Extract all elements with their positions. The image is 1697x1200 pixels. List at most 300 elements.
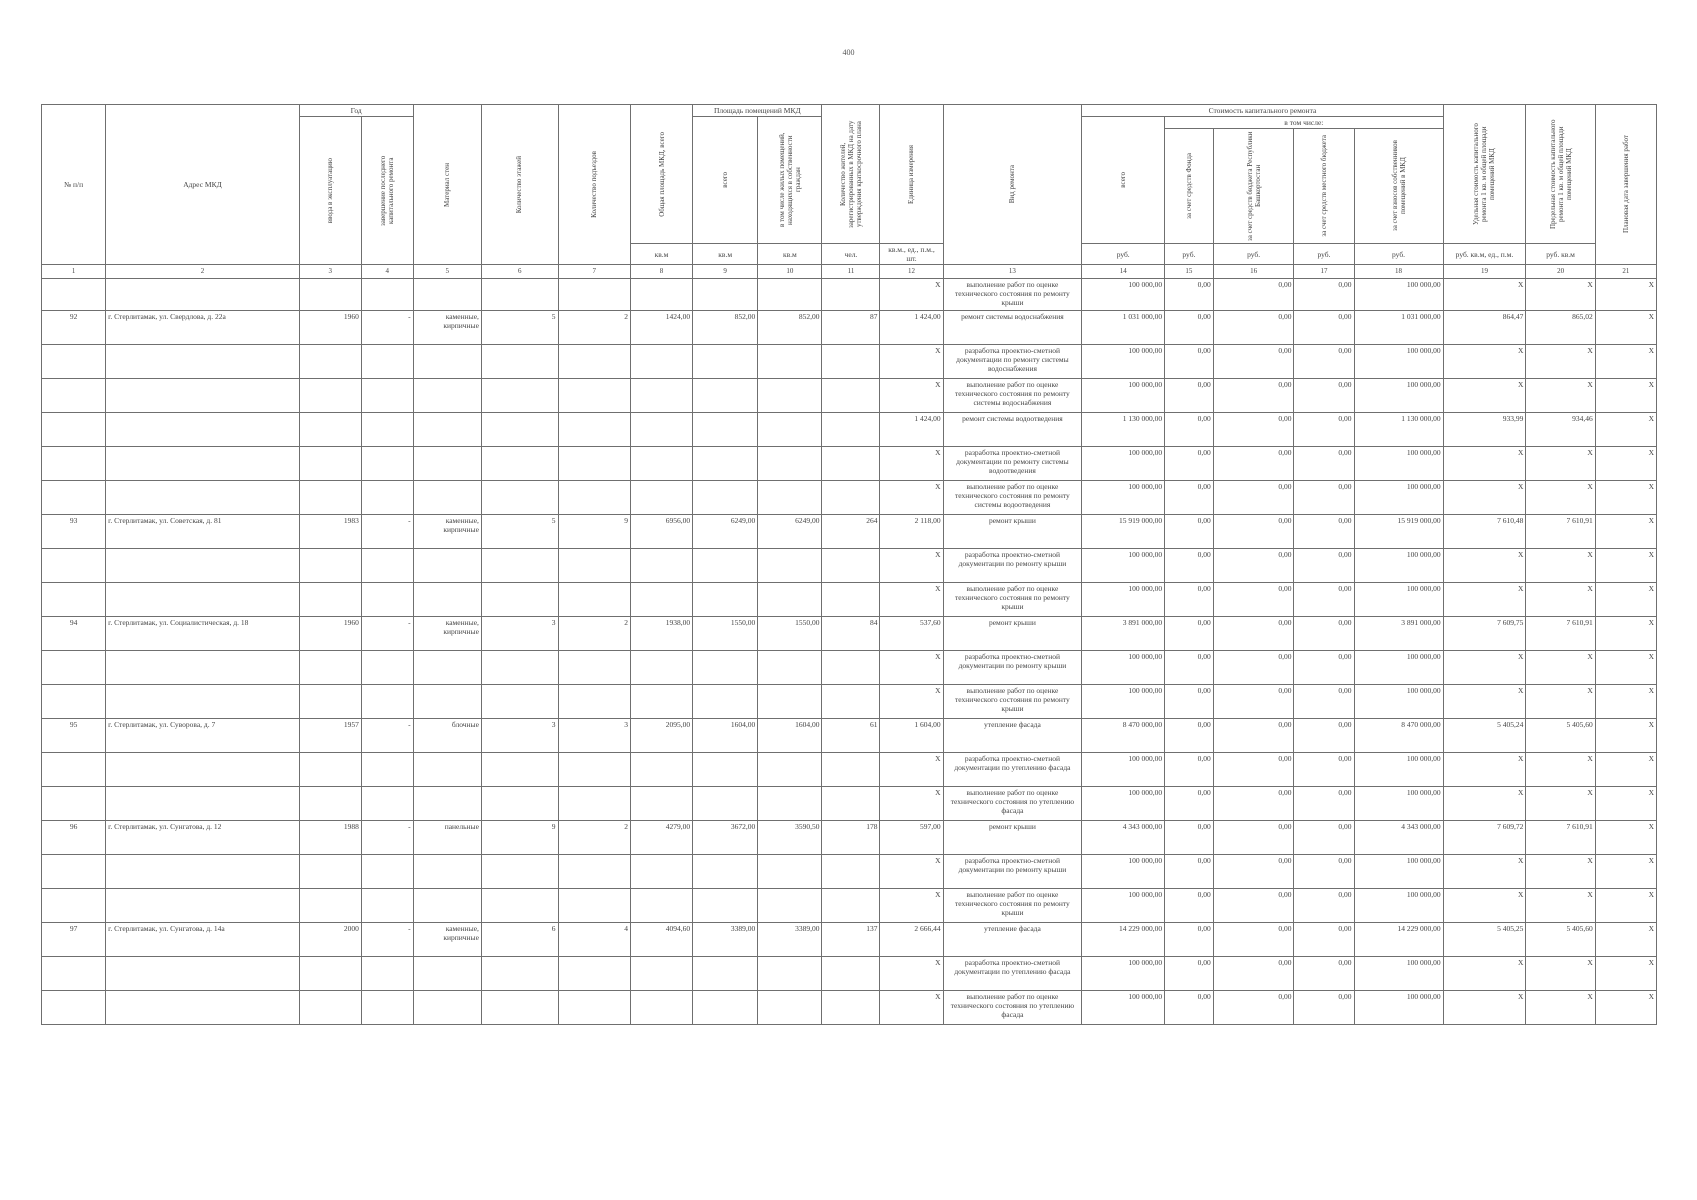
column-number: 7 bbox=[558, 265, 630, 279]
cell-specific-cost: X bbox=[1443, 787, 1526, 821]
table-body bbox=[42, 279, 1657, 1025]
cell-planned-date: X bbox=[1595, 311, 1656, 345]
cell-cost-local-budget: 0,00 bbox=[1294, 787, 1354, 821]
cell-max-cost: 7 610,91 bbox=[1526, 821, 1595, 855]
cell-total-area bbox=[630, 855, 692, 889]
cell-address bbox=[106, 549, 300, 583]
cell-address bbox=[106, 279, 300, 311]
cell-cost-total: 100 000,00 bbox=[1082, 279, 1165, 311]
cell-cost-local-budget: 0,00 bbox=[1294, 821, 1354, 855]
cell-row-number bbox=[42, 957, 106, 991]
cell-residents bbox=[822, 957, 880, 991]
cell-residents bbox=[822, 279, 880, 311]
cell-quantity: X bbox=[880, 583, 943, 617]
cell-row-number bbox=[42, 889, 106, 923]
cell-total-area bbox=[630, 651, 692, 685]
cell-year-last-repair bbox=[361, 787, 413, 821]
column-number: 8 bbox=[630, 265, 692, 279]
cell-area-residential: 1604,00 bbox=[758, 719, 822, 753]
cell-year-commission bbox=[299, 279, 361, 311]
cell-cost-total: 100 000,00 bbox=[1082, 855, 1165, 889]
cell-repair-work: разработка проектно-сметной документации по ремонту крыши bbox=[943, 855, 1082, 889]
cell-quantity: X bbox=[880, 345, 943, 379]
cell-max-cost: X bbox=[1526, 583, 1595, 617]
cell-total-area bbox=[630, 345, 692, 379]
column-number: 14 bbox=[1082, 265, 1165, 279]
cell-cost-owners: 100 000,00 bbox=[1354, 447, 1443, 481]
cell-row-number bbox=[42, 753, 106, 787]
cell-row-number bbox=[42, 379, 106, 413]
unit-specific-cost: руб. кв.м, ед., п.м. bbox=[1443, 244, 1526, 265]
column-number: 6 bbox=[481, 265, 558, 279]
cell-repair-work: разработка проектно-сметной документации по ремонту крыши bbox=[943, 651, 1082, 685]
cell-area-total: 1604,00 bbox=[693, 719, 758, 753]
repair-plan-table-sheet bbox=[41, 104, 1657, 1025]
cell-cost-fund: 0,00 bbox=[1165, 991, 1214, 1025]
cell-row-number bbox=[42, 583, 106, 617]
header-planned-date: Плановая дата завершения работ bbox=[1595, 105, 1656, 265]
table-row bbox=[42, 957, 1657, 991]
cell-area-total bbox=[693, 379, 758, 413]
cell-cost-owners: 100 000,00 bbox=[1354, 345, 1443, 379]
cell-total-area bbox=[630, 549, 692, 583]
cell-area-residential: 6249,00 bbox=[758, 515, 822, 549]
cell-planned-date: X bbox=[1595, 279, 1656, 311]
cell-entrances bbox=[558, 413, 630, 447]
unit-cost-total: руб. bbox=[1082, 244, 1165, 265]
header-entrances: Количество подъездов bbox=[558, 105, 630, 265]
cell-area-residential bbox=[758, 957, 822, 991]
table-row bbox=[42, 855, 1657, 889]
cell-floors bbox=[481, 957, 558, 991]
cell-year-last-repair bbox=[361, 685, 413, 719]
cell-planned-date: X bbox=[1595, 345, 1656, 379]
cell-year-commission: 1960 bbox=[299, 311, 361, 345]
cell-floors bbox=[481, 379, 558, 413]
cell-specific-cost: X bbox=[1443, 889, 1526, 923]
cell-total-area: 1424,00 bbox=[630, 311, 692, 345]
cell-specific-cost: 933,99 bbox=[1443, 413, 1526, 447]
cell-cost-local-budget: 0,00 bbox=[1294, 279, 1354, 311]
table-row bbox=[42, 379, 1657, 413]
cell-wall-material: панельные bbox=[413, 821, 481, 855]
cell-repair-work: утепление фасада bbox=[943, 923, 1082, 957]
cell-cost-fund: 0,00 bbox=[1165, 685, 1214, 719]
cell-residents bbox=[822, 379, 880, 413]
table-row bbox=[42, 821, 1657, 855]
cell-cost-local-budget: 0,00 bbox=[1294, 753, 1354, 787]
header-max-cost: Предельная стоимость капитального ремонта 1 кв. м общей площади помещений МКД bbox=[1526, 105, 1595, 244]
cell-floors bbox=[481, 651, 558, 685]
cell-area-total bbox=[693, 413, 758, 447]
cell-max-cost: X bbox=[1526, 379, 1595, 413]
cell-entrances bbox=[558, 583, 630, 617]
header-address: Адрес МКД bbox=[106, 105, 300, 265]
cell-floors bbox=[481, 991, 558, 1025]
cell-wall-material: каменные, кирпичные bbox=[413, 617, 481, 651]
table-row bbox=[42, 685, 1657, 719]
cell-specific-cost: X bbox=[1443, 753, 1526, 787]
cell-planned-date: X bbox=[1595, 787, 1656, 821]
column-number: 10 bbox=[758, 265, 822, 279]
cell-address bbox=[106, 753, 300, 787]
cell-year-last-repair bbox=[361, 549, 413, 583]
cell-area-total bbox=[693, 651, 758, 685]
cell-total-area bbox=[630, 753, 692, 787]
header-specific-cost: Удельная стоимость капитального ремонта 1 кв. м общей площади помещений МКД bbox=[1443, 105, 1526, 244]
table-row bbox=[42, 787, 1657, 821]
cell-area-residential: 1550,00 bbox=[758, 617, 822, 651]
cell-repair-work: выполнение работ по оценке технического состояния по ремонту системы водоотведения bbox=[943, 481, 1082, 515]
cell-repair-work: выполнение работ по оценке технического состояния по ремонту крыши bbox=[943, 279, 1082, 311]
cell-quantity: 2 118,00 bbox=[880, 515, 943, 549]
cell-year-last-repair bbox=[361, 991, 413, 1025]
cell-quantity: X bbox=[880, 889, 943, 923]
cell-year-commission bbox=[299, 787, 361, 821]
unit-republic-budget: руб. bbox=[1213, 244, 1294, 265]
cell-repair-work: ремонт системы водоотведения bbox=[943, 413, 1082, 447]
cell-year-commission: 1983 bbox=[299, 515, 361, 549]
cell-cost-owners: 3 891 000,00 bbox=[1354, 617, 1443, 651]
cell-cost-fund: 0,00 bbox=[1165, 311, 1214, 345]
cell-total-area bbox=[630, 379, 692, 413]
cell-floors bbox=[481, 413, 558, 447]
column-number: 9 bbox=[693, 265, 758, 279]
cell-cost-owners: 100 000,00 bbox=[1354, 855, 1443, 889]
column-number: 12 bbox=[880, 265, 943, 279]
cell-specific-cost: X bbox=[1443, 279, 1526, 311]
cell-area-residential bbox=[758, 279, 822, 311]
cell-entrances bbox=[558, 345, 630, 379]
cell-planned-date: X bbox=[1595, 413, 1656, 447]
cell-planned-date: X bbox=[1595, 991, 1656, 1025]
cell-repair-work: ремонт крыши bbox=[943, 821, 1082, 855]
unit-local-budget: руб. bbox=[1294, 244, 1354, 265]
cell-cost-total: 100 000,00 bbox=[1082, 991, 1165, 1025]
cell-year-commission bbox=[299, 379, 361, 413]
cell-planned-date: X bbox=[1595, 719, 1656, 753]
cell-area-total bbox=[693, 279, 758, 311]
cell-quantity: X bbox=[880, 379, 943, 413]
cell-residents bbox=[822, 991, 880, 1025]
cell-cost-owners: 100 000,00 bbox=[1354, 957, 1443, 991]
cell-cost-fund: 0,00 bbox=[1165, 923, 1214, 957]
unit-fund: руб. bbox=[1165, 244, 1214, 265]
cell-specific-cost: 7 609,72 bbox=[1443, 821, 1526, 855]
cell-row-number bbox=[42, 991, 106, 1025]
cell-wall-material: каменные, кирпичные bbox=[413, 923, 481, 957]
cell-entrances bbox=[558, 855, 630, 889]
cell-cost-total: 15 919 000,00 bbox=[1082, 515, 1165, 549]
table-row bbox=[42, 617, 1657, 651]
cell-year-commission bbox=[299, 583, 361, 617]
table-row bbox=[42, 889, 1657, 923]
cell-area-residential bbox=[758, 855, 822, 889]
cell-area-residential bbox=[758, 481, 822, 515]
cell-area-total bbox=[693, 549, 758, 583]
cell-wall-material bbox=[413, 279, 481, 311]
cell-quantity: 1 424,00 bbox=[880, 413, 943, 447]
cell-cost-local-budget: 0,00 bbox=[1294, 889, 1354, 923]
cell-year-last-repair bbox=[361, 379, 413, 413]
cell-cost-local-budget: 0,00 bbox=[1294, 515, 1354, 549]
cell-floors bbox=[481, 481, 558, 515]
cell-year-commission bbox=[299, 855, 361, 889]
cell-cost-local-budget: 0,00 bbox=[1294, 617, 1354, 651]
cell-planned-date: X bbox=[1595, 515, 1656, 549]
cell-residents: 264 bbox=[822, 515, 880, 549]
cell-floors: 5 bbox=[481, 311, 558, 345]
cell-cost-local-budget: 0,00 bbox=[1294, 447, 1354, 481]
cell-floors: 3 bbox=[481, 617, 558, 651]
cell-cost-fund: 0,00 bbox=[1165, 821, 1214, 855]
cell-max-cost: 934,46 bbox=[1526, 413, 1595, 447]
column-number: 15 bbox=[1165, 265, 1214, 279]
cell-address: г. Стерлитамак, ул. Советская, д. 81 bbox=[106, 515, 300, 549]
cell-year-last-repair bbox=[361, 855, 413, 889]
cell-quantity: 1 604,00 bbox=[880, 719, 943, 753]
cell-floors bbox=[481, 855, 558, 889]
cell-repair-work: утепление фасада bbox=[943, 719, 1082, 753]
cell-area-total bbox=[693, 991, 758, 1025]
cell-area-total bbox=[693, 685, 758, 719]
cell-cost-local-budget: 0,00 bbox=[1294, 549, 1354, 583]
cell-specific-cost: X bbox=[1443, 685, 1526, 719]
header-cost-total: всего bbox=[1082, 117, 1165, 244]
cell-planned-date: X bbox=[1595, 617, 1656, 651]
cell-cost-local-budget: 0,00 bbox=[1294, 957, 1354, 991]
cell-area-residential bbox=[758, 753, 822, 787]
cell-wall-material bbox=[413, 787, 481, 821]
cell-cost-total: 100 000,00 bbox=[1082, 685, 1165, 719]
cell-year-commission bbox=[299, 481, 361, 515]
cell-wall-material bbox=[413, 855, 481, 889]
unit-residents: чел. bbox=[822, 244, 880, 265]
cell-max-cost: X bbox=[1526, 447, 1595, 481]
cell-planned-date: X bbox=[1595, 583, 1656, 617]
header-area-total: всего bbox=[693, 117, 758, 244]
cell-year-commission: 1957 bbox=[299, 719, 361, 753]
cell-quantity: X bbox=[880, 685, 943, 719]
cell-cost-republic-budget: 0,00 bbox=[1213, 311, 1294, 345]
table-row bbox=[42, 481, 1657, 515]
cell-cost-total: 14 229 000,00 bbox=[1082, 923, 1165, 957]
cell-cost-local-budget: 0,00 bbox=[1294, 345, 1354, 379]
cell-cost-fund: 0,00 bbox=[1165, 889, 1214, 923]
cell-floors bbox=[481, 685, 558, 719]
cell-total-area bbox=[630, 413, 692, 447]
cell-cost-republic-budget: 0,00 bbox=[1213, 651, 1294, 685]
cell-row-number bbox=[42, 279, 106, 311]
unit-owners: руб. bbox=[1354, 244, 1443, 265]
table-row bbox=[42, 447, 1657, 481]
column-number: 18 bbox=[1354, 265, 1443, 279]
cell-repair-work: ремонт крыши bbox=[943, 515, 1082, 549]
cell-residents bbox=[822, 583, 880, 617]
header-year-commission: ввода в эксплуатацию bbox=[299, 117, 361, 265]
cell-year-last-repair bbox=[361, 753, 413, 787]
cell-cost-republic-budget: 0,00 bbox=[1213, 549, 1294, 583]
cell-entrances bbox=[558, 685, 630, 719]
unit-total-area: кв.м bbox=[630, 244, 692, 265]
cell-total-area: 2095,00 bbox=[630, 719, 692, 753]
table-header bbox=[42, 105, 1657, 279]
page-number: 400 bbox=[842, 48, 855, 57]
cell-wall-material bbox=[413, 413, 481, 447]
cell-cost-owners: 15 919 000,00 bbox=[1354, 515, 1443, 549]
cell-cost-republic-budget: 0,00 bbox=[1213, 753, 1294, 787]
cell-row-number: 93 bbox=[42, 515, 106, 549]
cell-area-total: 852,00 bbox=[693, 311, 758, 345]
cell-year-last-repair bbox=[361, 957, 413, 991]
cell-quantity: X bbox=[880, 991, 943, 1025]
cell-specific-cost: 5 405,24 bbox=[1443, 719, 1526, 753]
cell-residents: 87 bbox=[822, 311, 880, 345]
cell-planned-date: X bbox=[1595, 447, 1656, 481]
cell-floors bbox=[481, 279, 558, 311]
header-area-residential: в том числе жилых помещений, находящихся в собственности граждан bbox=[758, 117, 822, 244]
column-number: 21 bbox=[1595, 265, 1656, 279]
cell-row-number bbox=[42, 685, 106, 719]
cell-total-area bbox=[630, 481, 692, 515]
cell-floors bbox=[481, 447, 558, 481]
cell-total-area bbox=[630, 889, 692, 923]
cell-residents bbox=[822, 345, 880, 379]
cell-cost-fund: 0,00 bbox=[1165, 855, 1214, 889]
cell-address bbox=[106, 685, 300, 719]
cell-year-commission bbox=[299, 345, 361, 379]
cell-entrances bbox=[558, 991, 630, 1025]
cell-cost-republic-budget: 0,00 bbox=[1213, 855, 1294, 889]
cell-residents bbox=[822, 889, 880, 923]
cell-cost-republic-budget: 0,00 bbox=[1213, 413, 1294, 447]
cell-quantity: 1 424,00 bbox=[880, 311, 943, 345]
cell-residents bbox=[822, 685, 880, 719]
cell-year-commission bbox=[299, 753, 361, 787]
cell-entrances: 2 bbox=[558, 617, 630, 651]
cell-address: г. Стерлитамак, ул. Сунгатова, д. 14а bbox=[106, 923, 300, 957]
cell-area-total bbox=[693, 753, 758, 787]
cell-wall-material bbox=[413, 957, 481, 991]
cell-residents bbox=[822, 447, 880, 481]
cell-address bbox=[106, 787, 300, 821]
cell-total-area bbox=[630, 685, 692, 719]
cell-row-number bbox=[42, 787, 106, 821]
cell-area-total: 3389,00 bbox=[693, 923, 758, 957]
cell-cost-total: 100 000,00 bbox=[1082, 379, 1165, 413]
cell-cost-owners: 100 000,00 bbox=[1354, 379, 1443, 413]
header-wall-material: Материал стен bbox=[413, 105, 481, 265]
cell-cost-owners: 100 000,00 bbox=[1354, 685, 1443, 719]
cell-year-commission bbox=[299, 549, 361, 583]
cell-area-total bbox=[693, 787, 758, 821]
cell-specific-cost: X bbox=[1443, 345, 1526, 379]
cell-cost-owners: 100 000,00 bbox=[1354, 481, 1443, 515]
cell-cost-fund: 0,00 bbox=[1165, 279, 1214, 311]
cell-cost-republic-budget: 0,00 bbox=[1213, 991, 1294, 1025]
table-row bbox=[42, 719, 1657, 753]
cell-planned-date: X bbox=[1595, 549, 1656, 583]
cell-quantity: X bbox=[880, 753, 943, 787]
cell-specific-cost: 5 405,25 bbox=[1443, 923, 1526, 957]
cell-entrances bbox=[558, 889, 630, 923]
cell-year-last-repair bbox=[361, 345, 413, 379]
cell-address bbox=[106, 957, 300, 991]
table-row bbox=[42, 413, 1657, 447]
cell-year-last-repair: - bbox=[361, 821, 413, 855]
cell-specific-cost: 7 609,75 bbox=[1443, 617, 1526, 651]
cell-year-commission bbox=[299, 957, 361, 991]
cell-total-area bbox=[630, 447, 692, 481]
cell-entrances bbox=[558, 787, 630, 821]
cell-cost-local-budget: 0,00 bbox=[1294, 719, 1354, 753]
cell-cost-fund: 0,00 bbox=[1165, 651, 1214, 685]
cell-residents bbox=[822, 549, 880, 583]
cell-row-number bbox=[42, 651, 106, 685]
cell-cost-fund: 0,00 bbox=[1165, 515, 1214, 549]
cell-cost-owners: 1 031 000,00 bbox=[1354, 311, 1443, 345]
cell-planned-date: X bbox=[1595, 821, 1656, 855]
column-number: 4 bbox=[361, 265, 413, 279]
cell-year-last-repair: - bbox=[361, 719, 413, 753]
cell-year-last-repair bbox=[361, 481, 413, 515]
cell-quantity: X bbox=[880, 447, 943, 481]
cell-cost-fund: 0,00 bbox=[1165, 617, 1214, 651]
cell-address: г. Стерлитамак, ул. Социалистическая, д. 18 bbox=[106, 617, 300, 651]
cell-area-residential: 3590,50 bbox=[758, 821, 822, 855]
cell-cost-total: 100 000,00 bbox=[1082, 889, 1165, 923]
unit-area-residential: кв.м bbox=[758, 244, 822, 265]
table-row bbox=[42, 345, 1657, 379]
cell-year-last-repair bbox=[361, 651, 413, 685]
column-number: 17 bbox=[1294, 265, 1354, 279]
column-number: 20 bbox=[1526, 265, 1595, 279]
cell-cost-fund: 0,00 bbox=[1165, 719, 1214, 753]
header-fund: за счет средств Фонда bbox=[1165, 129, 1214, 244]
cell-address bbox=[106, 651, 300, 685]
cell-floors bbox=[481, 345, 558, 379]
cell-area-residential bbox=[758, 685, 822, 719]
cell-max-cost: 865,02 bbox=[1526, 311, 1595, 345]
unit-measure: кв.м., ед., п.м., шт. bbox=[880, 244, 943, 265]
cell-area-total: 6249,00 bbox=[693, 515, 758, 549]
cell-quantity: 2 666,44 bbox=[880, 923, 943, 957]
cell-row-number bbox=[42, 481, 106, 515]
cell-cost-owners: 8 470 000,00 bbox=[1354, 719, 1443, 753]
cell-cost-republic-budget: 0,00 bbox=[1213, 923, 1294, 957]
column-number: 1 bbox=[42, 265, 106, 279]
cell-cost-fund: 0,00 bbox=[1165, 413, 1214, 447]
cell-address bbox=[106, 413, 300, 447]
cell-floors: 3 bbox=[481, 719, 558, 753]
cell-total-area: 4279,00 bbox=[630, 821, 692, 855]
cell-planned-date: X bbox=[1595, 753, 1656, 787]
cell-cost-owners: 100 000,00 bbox=[1354, 787, 1443, 821]
cell-planned-date: X bbox=[1595, 651, 1656, 685]
cell-cost-owners: 4 343 000,00 bbox=[1354, 821, 1443, 855]
column-numbers-row bbox=[42, 265, 1657, 279]
cell-area-total bbox=[693, 957, 758, 991]
cell-address: г. Стерлитамак, ул. Сунгатова, д. 12 bbox=[106, 821, 300, 855]
cell-cost-total: 8 470 000,00 bbox=[1082, 719, 1165, 753]
cell-planned-date: X bbox=[1595, 685, 1656, 719]
cell-cost-fund: 0,00 bbox=[1165, 583, 1214, 617]
cell-cost-total: 100 000,00 bbox=[1082, 447, 1165, 481]
cell-area-residential: 852,00 bbox=[758, 311, 822, 345]
cell-cost-owners: 100 000,00 bbox=[1354, 753, 1443, 787]
cell-residents bbox=[822, 753, 880, 787]
cell-repair-work: выполнение работ по оценке технического состояния по ремонту крыши bbox=[943, 889, 1082, 923]
